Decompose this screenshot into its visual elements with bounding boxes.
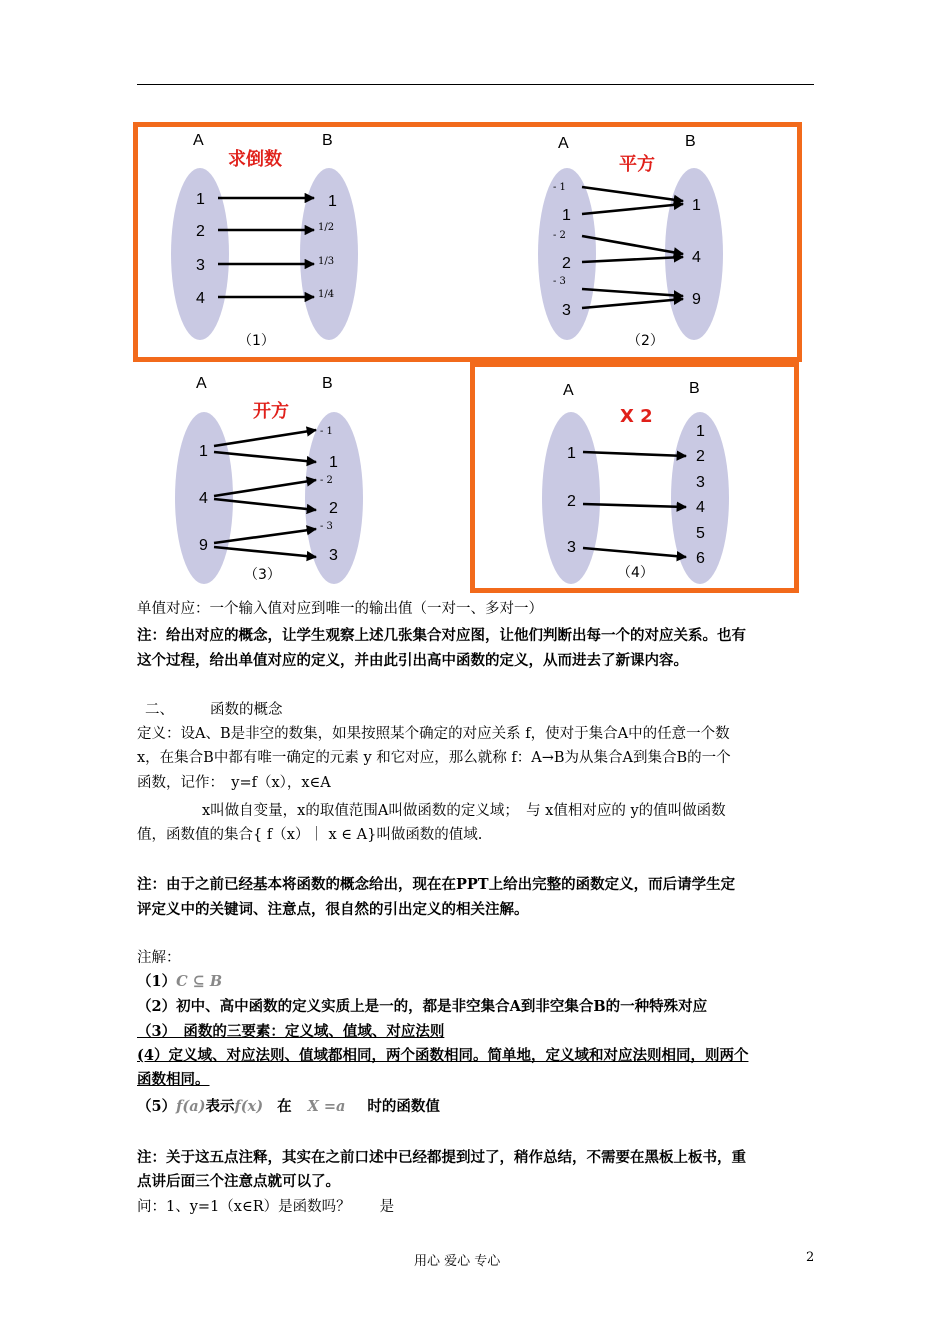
footer-center: 用心 爱心 专心 (414, 1254, 501, 1269)
definition-line-4: x叫做自变量，x的取值范围A叫做函数的定义域； 与 x值相对应的 y的值叫做函数 (202, 803, 726, 819)
b-item: 1 (329, 454, 338, 471)
note-item-1-prefix: （1） (137, 973, 177, 990)
b-item: 1 (328, 193, 337, 210)
formula-f-a: f(a) (176, 1098, 206, 1115)
b-item: - 1 (320, 426, 333, 437)
b-item: 6 (696, 550, 705, 567)
diagram-2 (538, 133, 723, 349)
note-3-line-1: 注：关于这五点注释，其实在之前口述中已经都提到过了，稍作总结，不需要在黑板上板书，重 (137, 1149, 746, 1166)
note-1-line-1: 注：给出对应的概念，让学生观察上述几张集合对应图，让他们判断出每一个的对应关系。也有 (137, 627, 746, 644)
diagram-4 (542, 380, 729, 584)
set-a-label: A (558, 135, 569, 152)
b-item: 5 (696, 525, 705, 542)
b-item: 4 (692, 249, 701, 266)
a-item: 1 (199, 443, 208, 460)
a-item: - 1 (553, 182, 566, 193)
diagram-title: 求倒数 (228, 149, 282, 170)
note-item-5-end: 时的函数值 (367, 1098, 440, 1115)
b-item: 1/2 (318, 222, 335, 233)
mapping-arrow (582, 299, 683, 308)
set-a-label: A (563, 382, 574, 399)
diagram-3 (175, 375, 363, 584)
section-title: 函数的概念 (210, 702, 283, 718)
definition-line-5: 值，函数值的集合{ f（x）｜ x ∈ A}叫做函数的值域. (137, 827, 483, 843)
mapping-arrow (214, 430, 316, 446)
a-item: 1 (567, 445, 576, 462)
note-item-3: （3） 函数的三要素：定义域、值域、对应法则 (137, 1023, 445, 1040)
diagram-title: 开方 (253, 401, 289, 422)
a-item: 1 (196, 191, 205, 208)
set-b-label: B (685, 133, 696, 150)
definition-line-1: 定义：设A、B是非空的数集，如果按照某个确定的对应关系 f，使对于集合A中的任意一个数 (137, 726, 730, 742)
note-item-5-mid: 表示 (205, 1098, 235, 1115)
diagram-caption: （3） (244, 567, 281, 583)
b-item: 3 (696, 474, 705, 491)
set-b-label: B (689, 380, 700, 397)
question-1: 问：1、y=1（x∈R）是函数吗？ 是 (137, 1199, 395, 1215)
note-3-line-2: 点讲后面三个注意点就可以了。 (137, 1173, 340, 1190)
diagram-caption: （1） (238, 333, 275, 349)
mapping-arrow (214, 547, 316, 557)
note-item-4-line-1: (4）定义域、对应法则、值域都相同，两个函数相同。简单地，定义域和对应法则相同，则两个 (137, 1047, 749, 1064)
b-item: 1/3 (318, 256, 335, 267)
note-item-2: （2）初中、高中函数的定义实质上是一的，都是非空集合A到非空集合B的一种特殊对应 (137, 998, 708, 1015)
note-2-line-2: 评定义中的关键词、注意点，很自然的引出定义的相关注解。 (137, 901, 529, 918)
a-item: 1 (562, 207, 571, 224)
b-item: 4 (696, 499, 705, 516)
definition-line-3: 函数，记作： y=f（x），x∈A (137, 775, 331, 791)
diagram-caption: （4） (617, 565, 654, 581)
formula-f-x: f(x) (234, 1098, 264, 1115)
a-item: 2 (562, 255, 571, 272)
b-item: - 2 (320, 475, 333, 486)
set-b-label: B (322, 375, 333, 392)
formula-x-eq-a: X =a (307, 1098, 346, 1115)
mapping-arrow (583, 548, 686, 557)
a-item: 3 (562, 302, 571, 319)
b-item: 1 (692, 197, 701, 214)
diagram-1 (171, 132, 358, 349)
a-item: 2 (196, 223, 205, 240)
a-item: 3 (567, 539, 576, 556)
diagram-caption: （2） (627, 333, 664, 349)
definition-line-2: x，在集合B中都有唯一确定的元素 y 和它对应，那么就称 f：A→B为从集合A到集合B的一个 (137, 750, 731, 766)
mapping-arrow (583, 452, 686, 456)
note-item-4-line-2: 函数相同。 (137, 1071, 210, 1088)
b-item: 1 (696, 423, 705, 440)
b-item: 2 (696, 448, 705, 465)
diagram-title: 平方 (619, 154, 655, 175)
a-item: 3 (196, 257, 205, 274)
a-item: 9 (199, 537, 208, 554)
b-item: - 3 (320, 521, 333, 532)
a-item: 4 (196, 290, 205, 307)
notes-title: 注解： (137, 950, 181, 966)
mapping-arrow (582, 204, 683, 214)
note-item-5-prefix: （5） (137, 1098, 177, 1115)
single-value-definition: 单值对应：一个输入值对应到唯一的输出值（一对一、多对一） (137, 601, 543, 617)
a-item: 2 (567, 493, 576, 510)
section-number: 二、 (145, 702, 174, 718)
a-item: 4 (199, 490, 208, 507)
diagram-title: X 2 (620, 406, 653, 427)
note-2-line-1: 注：由于之前已经基本将函数的概念给出，现在在PPT上给出完整的函数定义，而后请学生定 (137, 876, 736, 893)
note-item-5-at: 在 (277, 1098, 292, 1115)
a-item: - 2 (553, 230, 566, 241)
b-item: 3 (329, 547, 338, 564)
page-number: 2 (806, 1250, 815, 1265)
mapping-diagrams (0, 0, 950, 600)
section-heading (145, 698, 825, 722)
set-b-label: B (322, 132, 333, 149)
b-item: 1/4 (318, 289, 335, 300)
mapping-arrow (582, 187, 683, 201)
note-item-5 (137, 1095, 817, 1119)
b-item: 2 (329, 500, 338, 517)
set-a-label: A (196, 375, 207, 392)
b-item: 9 (692, 291, 701, 308)
note-item-1 (137, 970, 817, 994)
a-item: - 3 (553, 276, 566, 287)
subset-formula: C ⊆ B (176, 973, 223, 990)
note-1-line-2: 这个过程，给出单值对应的定义，并由此引出高中函数的定义，从而进去了新课内容。 (137, 652, 688, 669)
set-a-label: A (193, 132, 204, 149)
